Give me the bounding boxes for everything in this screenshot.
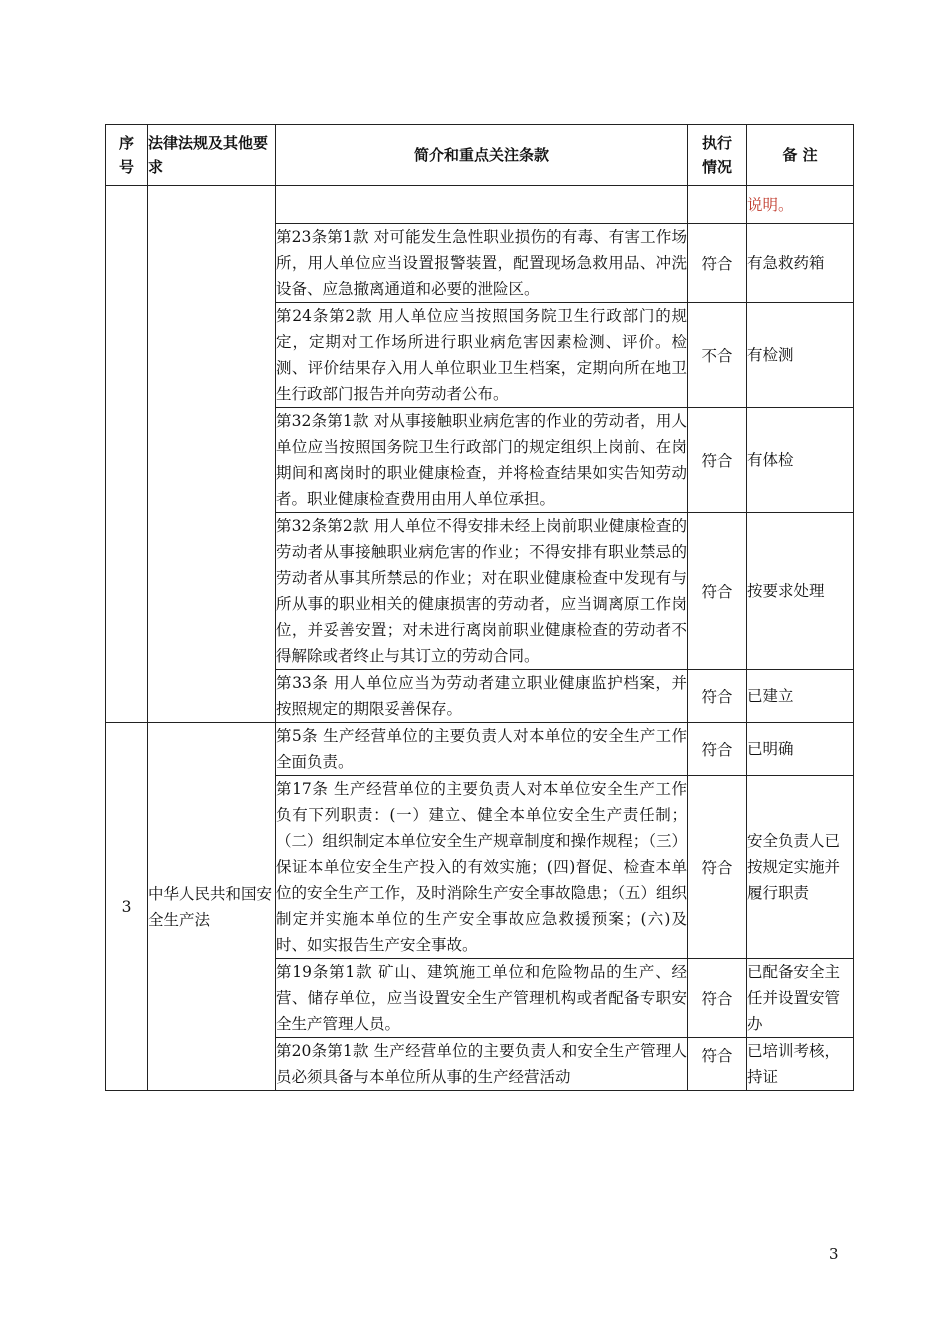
note-cell: 已培训考核，持证 — [747, 1038, 854, 1091]
exec-cell: 符合 — [688, 776, 747, 959]
seq-cell: 3 — [106, 723, 148, 1091]
exec-cell — [688, 186, 747, 224]
exec-cell: 符合 — [688, 959, 747, 1038]
clause-cell: 第20条第1款 生产经营单位的主要负责人和安全生产管理人员必须具备与本单位所从事的生产经营活动 — [276, 1038, 688, 1091]
header-exec: 执行情况 — [688, 125, 747, 186]
seq-cell — [106, 186, 148, 723]
clause-cell: 第23条第1款 对可能发生急性职业损伤的有毒、有害工作场所，用人单位应当设置报警装置，配置现场急救用品、冲洗设备、应急撤离通道和必要的泄险区。 — [276, 224, 688, 303]
regulation-compliance-table — [105, 124, 854, 1091]
note-cell: 按要求处理 — [747, 513, 854, 670]
clause-cell: 第19条第1款 矿山、建筑施工单位和危险物品的生产、经营、储存单位，应当设置安全生产管理机构或者配备专职安全生产管理人员。 — [276, 959, 688, 1038]
note-cell: 安全负责人已按规定实施并履行职责 — [747, 776, 854, 959]
note-cell: 有检测 — [747, 303, 854, 408]
header-law: 法律法规及其他要求 — [148, 125, 276, 186]
table-row — [106, 186, 854, 224]
clause-cell: 第24条第2款 用人单位应当按照国务院卫生行政部门的规定，定期对工作场所进行职业病危害因素检测、评价。检测、评价结果存入用人单位职业卫生档案，定期向所在地卫生行政部门报告并向劳动者公布。 — [276, 303, 688, 408]
header-note: 备 注 — [747, 125, 854, 186]
header-clause: 简介和重点关注条款 — [276, 125, 688, 186]
note-cell: 说明。 — [747, 186, 854, 224]
clause-cell: 第5条 生产经营单位的主要负责人对本单位的安全生产工作全面负责。 — [276, 723, 688, 776]
exec-cell: 符合 — [688, 1038, 747, 1091]
exec-cell: 符合 — [688, 513, 747, 670]
note-cell: 有急救药箱 — [747, 224, 854, 303]
clause-cell: 第32条第1款 对从事接触职业病危害的作业的劳动者，用人单位应当按照国务院卫生行政部门的规定组织上岗前、在岗期间和离岗时的职业健康检查，并将检查结果如实告知劳动者。职业健康检查费用由用人单位承担。 — [276, 408, 688, 513]
clause-cell: 第32条第2款 用人单位不得安排未经上岗前职业健康检查的劳动者从事接触职业病危害的作业；不得安排有职业禁忌的劳动者从事其所禁忌的作业；对在职业健康检查中发现有与所从事的职业相关的健康损害的劳动者，应当调离原工作岗位，并妥善安置；对未进行离岗前职业健康检查的劳动者不得解除或者终止与其订立的劳动合同。 — [276, 513, 688, 670]
note-cell: 已明确 — [747, 723, 854, 776]
exec-cell: 符合 — [688, 408, 747, 513]
page-number: 3 — [829, 1245, 839, 1263]
exec-cell: 符合 — [688, 670, 747, 723]
clause-cell — [276, 186, 688, 224]
table-header-row — [106, 125, 854, 186]
law-cell: 中华人民共和国安全生产法 — [148, 723, 276, 1091]
note-cell: 已建立 — [747, 670, 854, 723]
exec-cell: 符合 — [688, 224, 747, 303]
header-seq: 序号 — [106, 125, 148, 186]
note-cell: 已配备安全主任并设置安管办 — [747, 959, 854, 1038]
table-row — [106, 723, 854, 776]
clause-cell: 第17条 生产经营单位的主要负责人对本单位安全生产工作负有下列职责：(一）建立、健全本单位安全生产责任制；（二）组织制定本单位安全生产规章制度和操作规程；（三）保证本单位安全生产投入的有效实施；(四)督促、检查本单位的安全生产工作，及时消除生产安全事故隐患；（五）组织制定并实施本单位的生产安全事故应急救援预案；(六)及时、如实报告生产安全事故。 — [276, 776, 688, 959]
note-cell: 有体检 — [747, 408, 854, 513]
exec-cell: 不合 — [688, 303, 747, 408]
law-cell — [148, 186, 276, 723]
clause-cell: 第33条 用人单位应当为劳动者建立职业健康监护档案，并按照规定的期限妥善保存。 — [276, 670, 688, 723]
exec-cell: 符合 — [688, 723, 747, 776]
